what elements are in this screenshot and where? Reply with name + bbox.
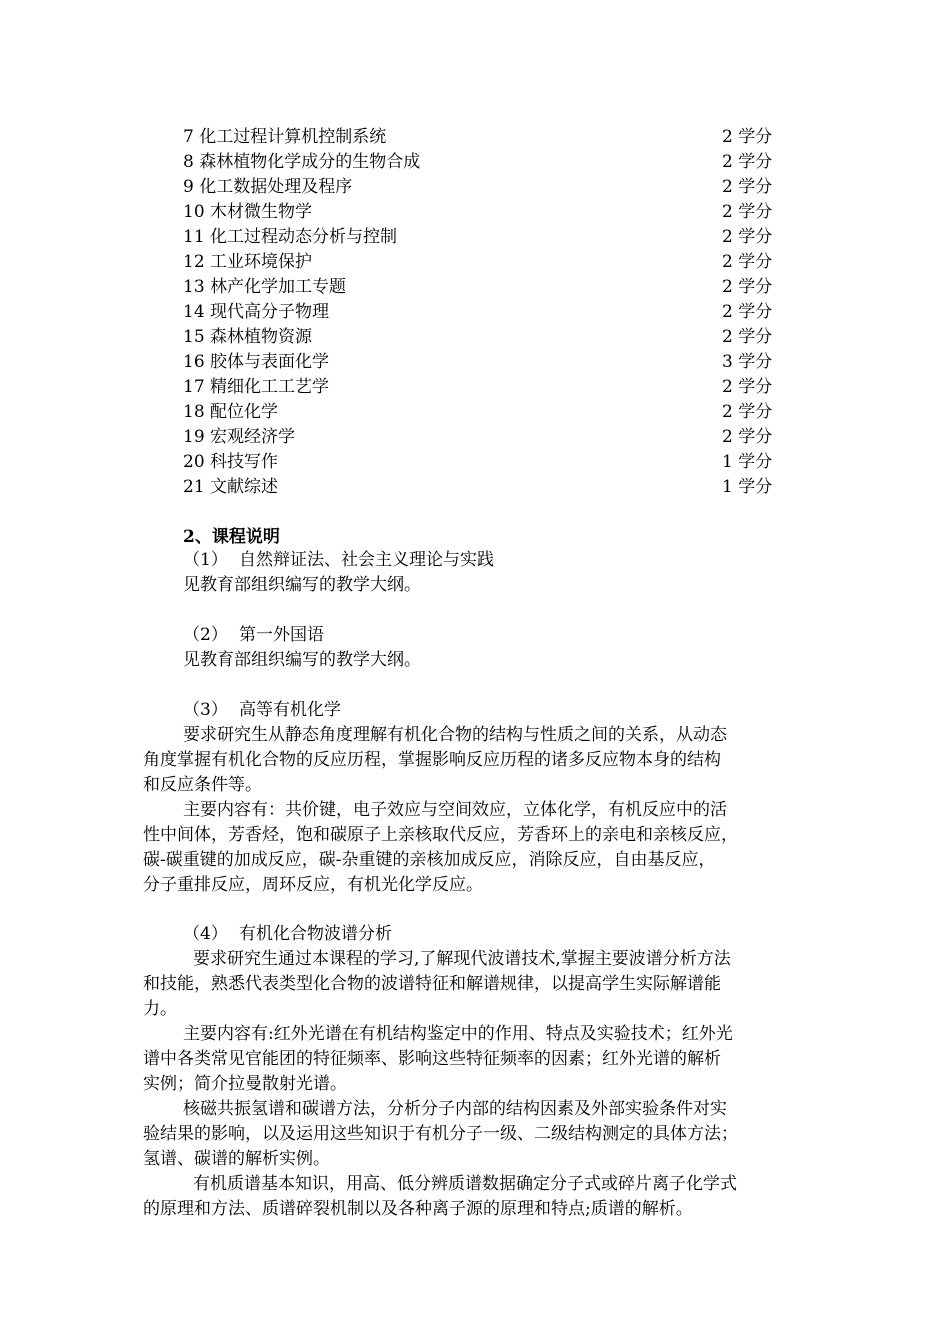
course-list (183, 125, 783, 500)
paragraph-line: 谱中各类常见官能团的特征频率、影响这些特征频率的因素；红外光谱的解析 (143, 1049, 721, 1069)
course-name: 7 化工过程计算机控制系统 (183, 127, 387, 147)
course-row (183, 425, 783, 450)
subsection-title (143, 698, 823, 723)
course-row (183, 325, 783, 350)
course-name: 15 森林植物资源 (183, 327, 313, 347)
paragraph (143, 1097, 823, 1172)
subsection-title-text: 自然辩证法、社会主义理论与实践 (239, 550, 494, 570)
course-credit: 2 学分 (722, 227, 773, 247)
paragraph (143, 947, 823, 1022)
subsection-title (143, 922, 823, 947)
course-credit: 2 学分 (722, 427, 773, 447)
paragraph-line: 有机质谱基本知识，用高、低分辨质谱数据确定分子式或碎片离子化学式 (193, 1174, 737, 1194)
section-heading: 2、课程说明 (183, 527, 280, 547)
course-name: 21 文献综述 (183, 477, 279, 497)
paragraph-line: 要求研究生从静态角度理解有机化合物的结构与性质之间的关系，从动态 (183, 725, 727, 745)
course-name: 8 森林植物化学成分的生物合成 (183, 152, 421, 172)
course-credit: 3 学分 (722, 352, 773, 372)
paragraph (143, 798, 823, 898)
course-credit: 2 学分 (722, 277, 773, 297)
subsection-number: （3） (183, 700, 228, 720)
subsection-title (143, 623, 823, 648)
subsection-title-text: 第一外国语 (239, 625, 324, 645)
course-credit: 1 学分 (722, 452, 773, 472)
paragraph-line: 和技能，熟悉代表类型化合物的波谱特征和解谱规律，以提高学生实际解谱能 (143, 974, 721, 994)
paragraph-line: 实例；简介拉曼散射光谱。 (143, 1074, 347, 1094)
subsection-title-text: 高等有机化学 (239, 700, 341, 720)
subsection-1 (143, 548, 823, 598)
course-row (183, 350, 783, 375)
course-credit: 1 学分 (722, 477, 773, 497)
course-row (183, 375, 783, 400)
paragraph-line: 角度掌握有机化合物的反应历程，掌握影响反应历程的诸多反应物本身的结构 (143, 750, 721, 770)
paragraph (143, 1022, 823, 1097)
paragraph (143, 723, 823, 798)
course-name: 19 宏观经济学 (183, 427, 296, 447)
course-credit: 2 学分 (722, 152, 773, 172)
paragraph-line: 见教育部组织编写的教学大纲。 (183, 575, 421, 595)
course-credit: 2 学分 (722, 177, 773, 197)
subsection-number: （4） (183, 924, 228, 944)
paragraph (143, 1172, 823, 1222)
course-credit: 2 学分 (722, 127, 773, 147)
course-row (183, 300, 783, 325)
course-name: 10 木材微生物学 (183, 202, 313, 222)
course-credit: 2 学分 (722, 327, 773, 347)
paragraph-line: 和反应条件等。 (143, 775, 262, 795)
course-name: 9 化工数据处理及程序 (183, 177, 353, 197)
course-credit: 2 学分 (722, 202, 773, 222)
paragraph-line: 氢谱、碳谱的解析实例。 (143, 1149, 330, 1169)
paragraph-line: 主要内容有:红外光谱在有机结构鉴定中的作用、特点及实验技术；红外光 (183, 1024, 733, 1044)
subsection-4 (143, 922, 823, 1222)
course-credit: 2 学分 (722, 402, 773, 422)
course-credit: 2 学分 (722, 377, 773, 397)
paragraph-line: 要求研究生通过本课程的学习,了解现代波谱技术,掌握主要波谱分析方法 (193, 949, 731, 969)
paragraph-line: 的原理和方法、质谱碎裂机制以及各种离子源的原理和特点;质谱的解析。 (143, 1199, 693, 1219)
subsection-number: （1） (183, 550, 228, 570)
course-row (183, 475, 783, 500)
course-name: 14 现代高分子物理 (183, 302, 330, 322)
subsection-3 (143, 698, 823, 898)
subsection-number: （2） (183, 625, 228, 645)
course-row (183, 250, 783, 275)
subsection-title-text: 有机化合物波谱分析 (239, 924, 392, 944)
course-name: 16 胶体与表面化学 (183, 352, 330, 372)
course-name: 20 科技写作 (183, 452, 279, 472)
course-row (183, 400, 783, 425)
paragraph-line: 核磁共振氢谱和碳谱方法，分析分子内部的结构因素及外部实验条件对实 (183, 1099, 727, 1119)
subsection-title (143, 548, 823, 573)
paragraph-line: 碳-碳重键的加成反应，碳-杂重键的亲核加成反应，消除反应，自由基反应， (143, 850, 716, 870)
paragraph-line: 分子重排反应，周环反应，有机光化学反应。 (143, 875, 483, 895)
subsection-2 (143, 623, 823, 673)
course-row (183, 225, 783, 250)
course-name: 11 化工过程动态分析与控制 (183, 227, 398, 247)
course-row (183, 175, 783, 200)
paragraph-line: 验结果的影响，以及运用这些知识于有机分子一级、二级结构测定的具体方法； (143, 1124, 738, 1144)
course-row (183, 450, 783, 475)
course-row (183, 125, 783, 150)
course-name: 17 精细化工工艺学 (183, 377, 330, 397)
course-name: 18 配位化学 (183, 402, 279, 422)
course-row (183, 275, 783, 300)
course-name: 12 工业环境保护 (183, 252, 313, 272)
course-credit: 2 学分 (722, 252, 773, 272)
paragraph-line: 力。 (143, 999, 177, 1019)
course-row (183, 150, 783, 175)
course-name: 13 林产化学加工专题 (183, 277, 347, 297)
paragraph-line: 性中间体，芳香烃，饱和碳原子上亲核取代反应，芳香环上的亲电和亲核反应， (143, 825, 738, 845)
paragraph-line: 见教育部组织编写的教学大纲。 (183, 650, 421, 670)
paragraph-line: 主要内容有：共价键，电子效应与空间效应，立体化学，有机反应中的活 (183, 800, 727, 820)
course-row (183, 200, 783, 225)
course-credit: 2 学分 (722, 302, 773, 322)
